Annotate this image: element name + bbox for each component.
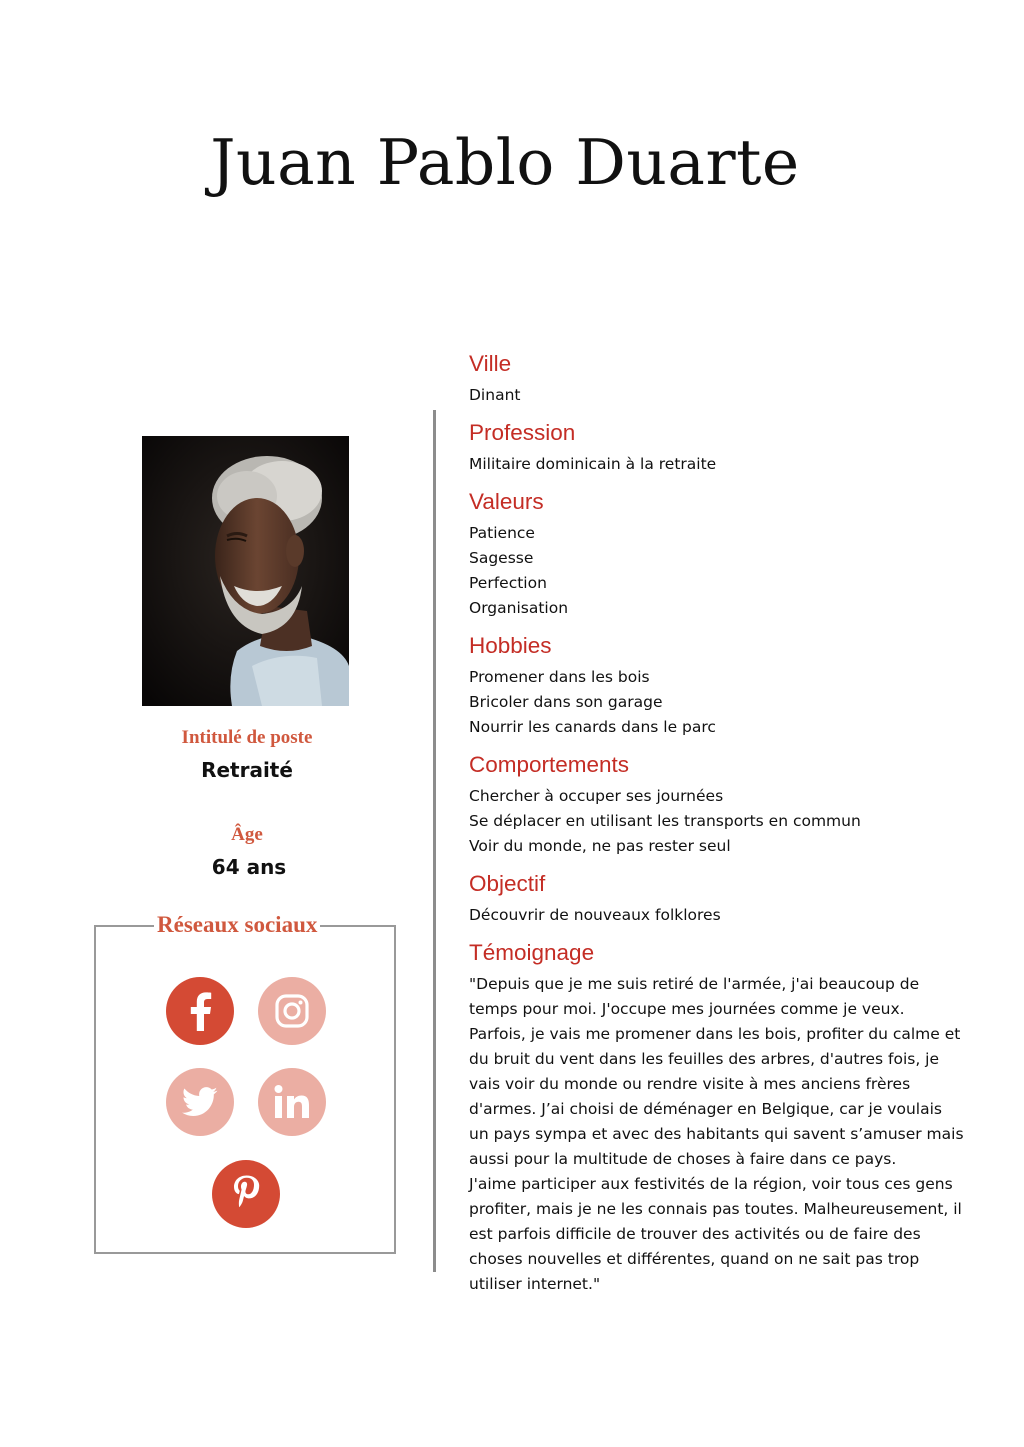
section-temoignage — [469, 938, 969, 1297]
facebook-icon[interactable] — [166, 977, 234, 1045]
section-item: Perfection — [469, 574, 547, 592]
section-hobbies — [469, 631, 969, 740]
section-comportements — [469, 750, 969, 859]
testimony-line: J'aime participer aux festivités de la région, voir tous ces gens — [469, 1175, 953, 1193]
section-valeurs — [469, 487, 969, 621]
section-item: Dinant — [469, 386, 521, 404]
section-item: Promener dans les bois — [469, 668, 650, 686]
testimony-line: choses nouvelles et différentes, quand on ne sait pas trop — [469, 1250, 920, 1268]
testimony-line: temps pour moi. J'occupe mes journées comme je veux. — [469, 1000, 905, 1018]
social-networks-title: Réseaux sociaux — [154, 910, 320, 940]
section-heading: Hobbies — [469, 633, 552, 658]
section-item: Chercher à occuper ses journées — [469, 787, 724, 805]
section-heading: Comportements — [469, 752, 630, 777]
section-heading: Objectif — [469, 871, 546, 896]
linkedin-icon[interactable] — [258, 1068, 326, 1136]
section-item: Militaire dominicain à la retraite — [469, 455, 717, 473]
section-item: Se déplacer en utilisant les transports en commun — [469, 812, 861, 830]
instagram-icon[interactable] — [258, 977, 326, 1045]
testimony-line: profiter, mais je ne les connais pas toutes. Malheureusement, il — [469, 1200, 962, 1218]
testimony-line: d'armes. J’ai choisi de déménager en Belgique, car je voulais — [469, 1100, 942, 1118]
section-item: Patience — [469, 524, 535, 542]
section-item: Bricoler dans son garage — [469, 693, 663, 711]
section-heading: Ville — [469, 351, 512, 376]
section-heading: Valeurs — [469, 489, 544, 514]
pinterest-icon[interactable] — [212, 1160, 280, 1228]
section-heading: Témoignage — [469, 940, 595, 965]
persona-details — [469, 349, 969, 1307]
section-item: Découvrir de nouveaux folklores — [469, 906, 721, 924]
testimony-line: du bruit du vent dans les feuilles des arbres, d'autres fois, je — [469, 1050, 940, 1068]
section-item: Sagesse — [469, 549, 534, 567]
section-ville — [469, 349, 969, 408]
age-value: 64 ans — [211, 855, 287, 879]
page-title: Juan Pablo Duarte — [210, 126, 800, 199]
testimony-line: vais voir du monde ou rendre visite à mes anciens frères — [469, 1075, 911, 1093]
profile-photo — [142, 436, 349, 706]
section-heading: Profession — [469, 420, 576, 445]
section-item: Nourrir les canards dans le parc — [469, 718, 716, 736]
testimony-line: Parfois, je vais me promener dans les bois, profiter du calme et — [469, 1025, 961, 1043]
age-label: Âge — [231, 824, 263, 845]
testimony-line: est parfois difficile de trouver des activités ou de faire des — [469, 1225, 921, 1243]
section-profession — [469, 418, 969, 477]
job-title-label: Intitulé de poste — [181, 727, 313, 748]
testimony-line: "Depuis que je me suis retiré de l'armée, j'ai beaucoup de — [469, 975, 920, 993]
vertical-divider — [433, 410, 436, 1272]
section-item: Voir du monde, ne pas rester seul — [469, 837, 731, 855]
twitter-icon[interactable] — [166, 1068, 234, 1136]
testimony-line: utiliser internet." — [469, 1275, 601, 1293]
section-objectif — [469, 869, 969, 928]
job-title-value: Retraité — [201, 758, 293, 782]
testimony-line: un pays sympa et avec des habitants qui savent s’amuser mais — [469, 1125, 964, 1143]
testimony-line: aussi pour la multitude de choses à faire dans ce pays. — [469, 1150, 897, 1168]
section-item: Organisation — [469, 599, 569, 617]
